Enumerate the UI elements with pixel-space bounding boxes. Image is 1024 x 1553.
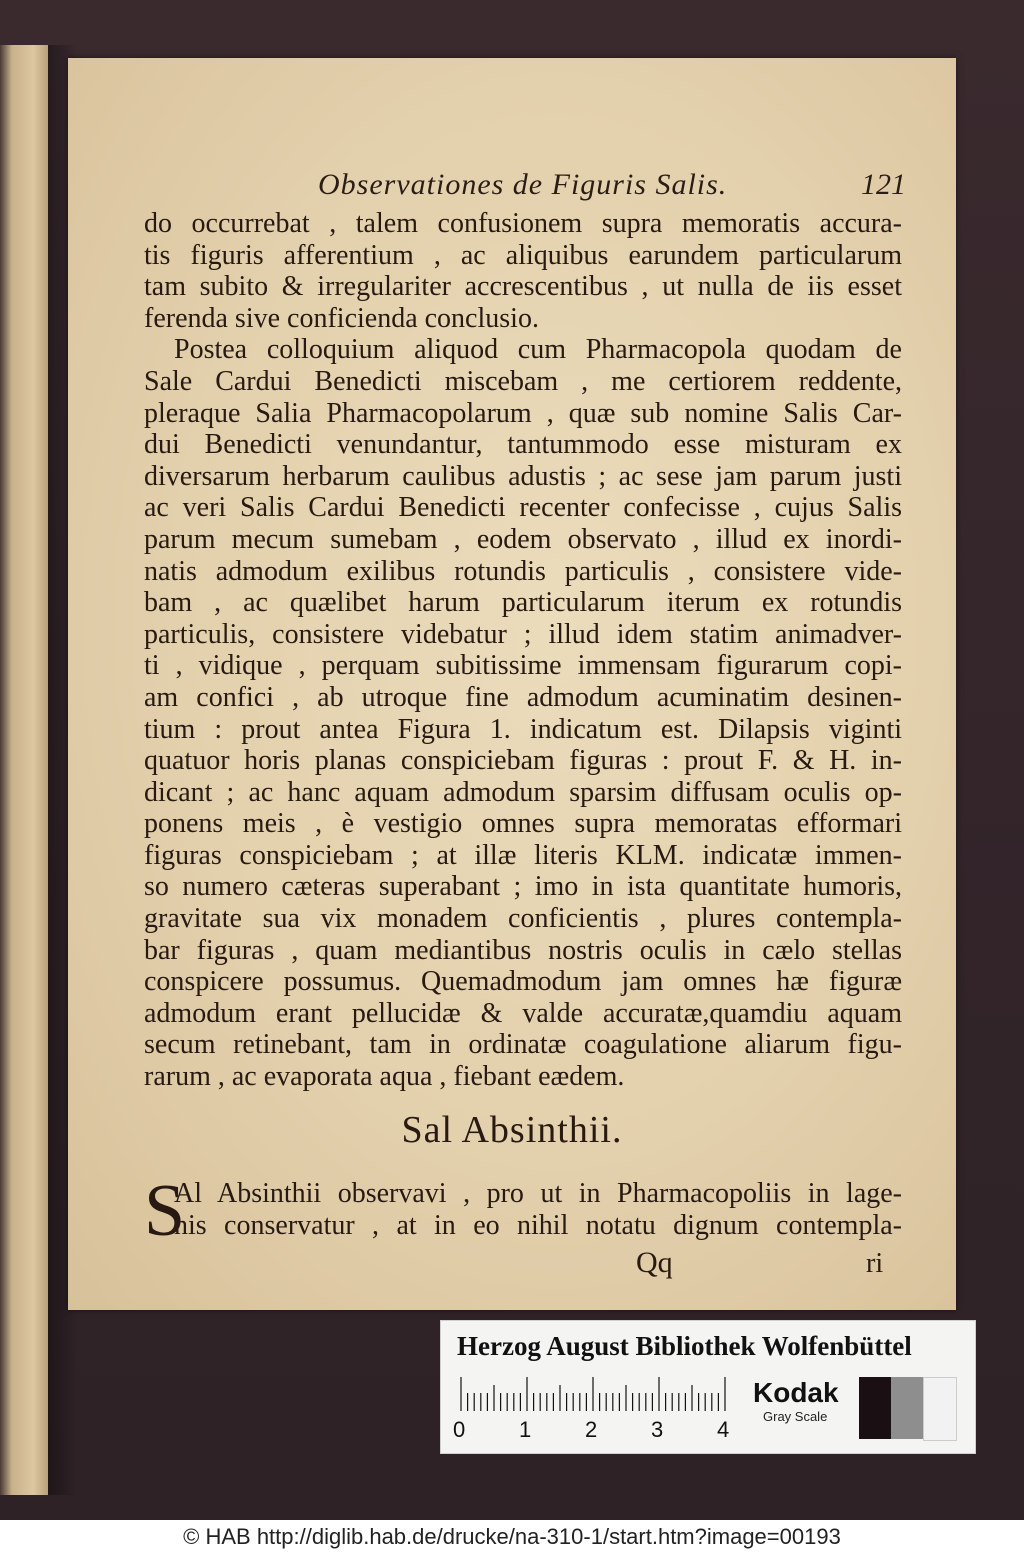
library-name: Herzog August Bibliothek Wolfenbüttel xyxy=(457,1331,912,1361)
section-paragraph xyxy=(144,1170,902,1252)
text-line: particulis, consistere videbatur ; illud idem statim animadver- xyxy=(144,618,902,650)
text-line: nis conservatur , at in eo nihil notatu dignum contempla- xyxy=(174,1209,902,1241)
text-line: gravitate sua vix monadem conficientis , plures contempla- xyxy=(144,903,902,935)
page-number: 121 xyxy=(861,168,906,201)
text-line: Postea colloquium aliquod cum Pharmacopola quodam de xyxy=(174,334,902,366)
text-line: secum retinebant, tam in ordinatæ coagulatione aliarum figu- xyxy=(144,1029,902,1061)
color-patch-gray xyxy=(891,1377,923,1439)
section-heading: Sal Absinthii. xyxy=(401,1109,623,1151)
text-line: ac veri Salis Cardui Benedicti recenter confecisse , cujus Salis xyxy=(144,492,902,524)
text-line: pleraque Salia Pharmacopolarum , quæ sub nomine Salis Car- xyxy=(144,397,902,429)
gray-scale-label: Gray Scale xyxy=(763,1409,828,1424)
book-page xyxy=(68,58,956,1310)
text-line: ponens meis , è vestigio omnes supra memoratas efformari xyxy=(144,808,902,840)
color-calibration-bar xyxy=(440,1320,976,1454)
text-line: diversarum herbarum caulibus adustis ; ac sese jam parum justi xyxy=(144,460,902,492)
text-line: Sale Cardui Benedicti miscebam , me certiorem reddente, xyxy=(144,365,902,397)
running-title: Observationes de Figuris Salis. xyxy=(318,168,728,201)
text-line: Al Absinthii observavi , pro ut in Pharmacopoliis in lage- xyxy=(174,1178,902,1209)
text-line: admodum erant pellucidæ & valde accuratæ,quamdiu aquam xyxy=(144,997,902,1029)
text-line: dicant ; ac hanc aquam admodum sparsim diffusam oculis op- xyxy=(144,776,902,808)
ruler-label: 2 xyxy=(585,1417,598,1442)
text-line: bam , ac quælibet harum particularum iterum ex rotundis xyxy=(144,587,902,619)
running-head xyxy=(68,168,956,208)
signature-mark: Qq xyxy=(636,1246,673,1279)
text-line: quatuor horis planas conspiciebam figuras : prout F. & H. in- xyxy=(144,745,902,777)
text-line: dui Benedicti venundantur, tantummodo esse misturam ex xyxy=(144,429,902,461)
ruler-label: 0 xyxy=(453,1417,466,1442)
text-line: conspicere possumus. Quemadmodum jam omnes hæ figuræ xyxy=(144,966,902,998)
text-line: tam subito & irregulariter accrescentibus , ut nulla de iis esset xyxy=(144,271,902,303)
text-line: so numero cæteras superabant ; imo in ista quantitate humoris, xyxy=(144,871,902,903)
ruler-label: 4 xyxy=(717,1417,730,1442)
body-text xyxy=(144,208,902,1093)
drop-cap: S xyxy=(144,1170,186,1252)
text-line: tium : prout antea Figura 1. indicatum est. Dilapsis viginti xyxy=(144,713,902,745)
text-line: natis admodum exilibus rotundis particulis , consistere vide- xyxy=(144,555,902,587)
text-line: tis figuris afferentium , ac aliquibus earundem particularum xyxy=(144,239,902,271)
text-line: do occurrebat , talem confusionem supra memoratis accura- xyxy=(144,208,902,239)
text-line: am confici , ab utroque fine admodum acuminatim desinen- xyxy=(144,681,902,713)
catchword: ri xyxy=(866,1248,884,1279)
text-line: bar figuras , quam mediantibus nostris oculis in cælo stellas xyxy=(144,934,902,966)
ruler-label: 3 xyxy=(651,1417,664,1442)
color-patch-white xyxy=(923,1377,957,1441)
text-line: parum mecum sumebam , eodem observato , illud ex inordi- xyxy=(144,523,902,555)
copyright-link[interactable]: © HAB http://diglib.hab.de/drucke/na-310-1/start.htm?image=00193 xyxy=(183,1524,841,1549)
ruler xyxy=(459,1377,729,1411)
text-line: figuras conspiciebam ; at illæ literis KLM. indicatæ immen- xyxy=(144,839,902,871)
text-line: ferenda sive conficienda conclusio. xyxy=(144,302,539,334)
ruler-label: 1 xyxy=(519,1417,532,1442)
kodak-logo: Kodak xyxy=(753,1377,839,1408)
color-patch-dark xyxy=(859,1377,891,1439)
footer-bar xyxy=(0,1520,1024,1553)
text-line: ti , vidique , perquam subitissime immensam figurarum copi- xyxy=(144,650,902,682)
facing-page-edge xyxy=(0,45,48,1495)
text-line: rarum , ac evaporata aqua , fiebant eædem. xyxy=(144,1061,625,1093)
